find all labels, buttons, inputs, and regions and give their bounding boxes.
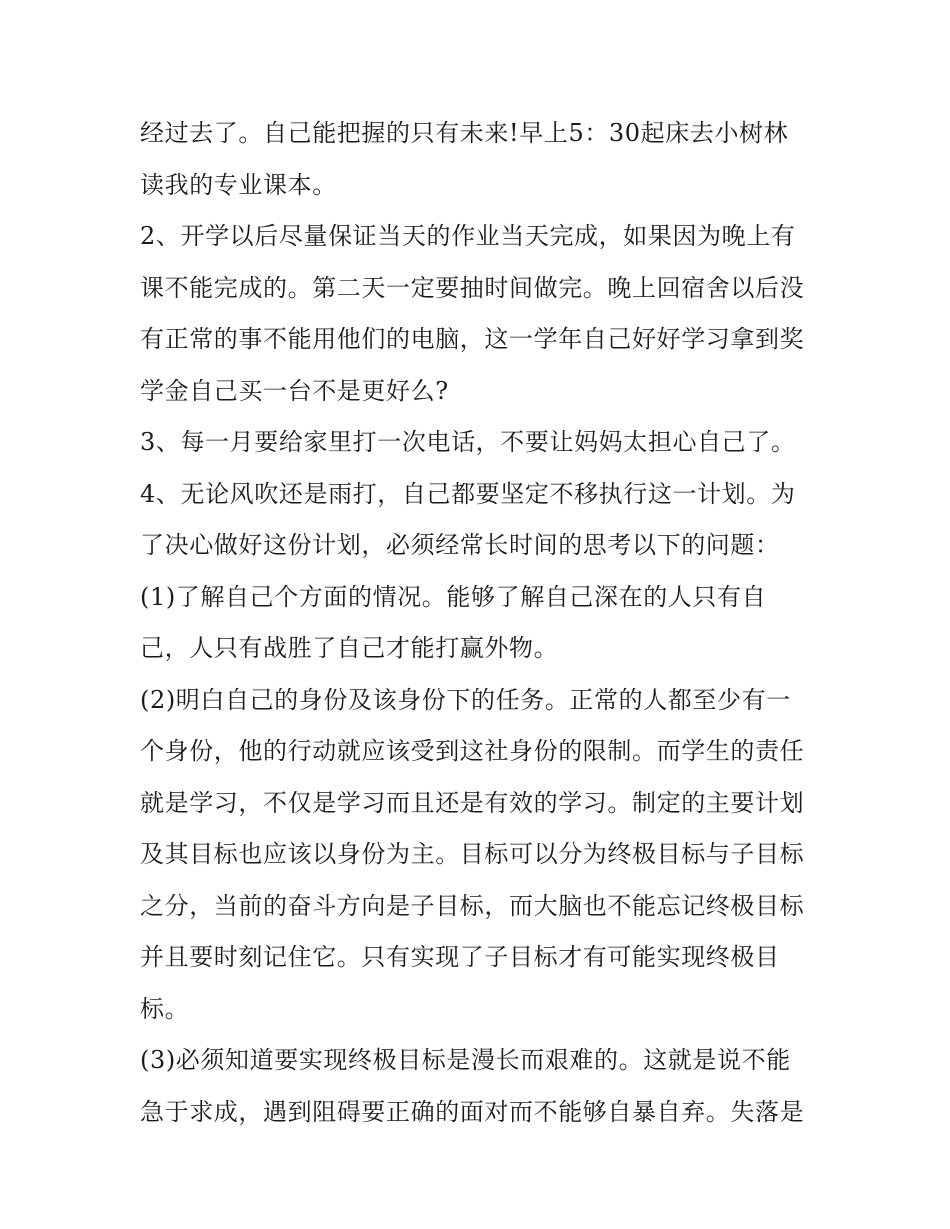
text-line: 急于求成，遇到阻碍要正确的面对而不能够自暴自弃。失落是 [140,1097,805,1126]
text-line: 课不能完成的。第二天一定要抽时间做完。晚上回宿舍以后没 [140,273,805,302]
text-line: 之分，当前的奋斗方向是子目标，而大脑也不能忘记终极目标 [140,891,805,920]
text-line: 学金自己买一台不是更好么? [140,376,449,405]
text-line: 个身份，他的行动就应该受到这社身份的限制。而学生的责任 [140,737,805,765]
text-line: 读我的专业课本。 [140,170,337,199]
text-line: 及其目标也应该以身份为主。目标可以分为终极目标与子目标 [140,840,805,868]
text-line: (2)明白自己的身份及该身份下的任务。正常的人都至少有一 [140,685,791,714]
text-line: 经过去了。自己能把握的只有未来!早上5：30起床去小树林 [140,119,789,147]
text-line: 己，人只有战胜了自己才能打赢外物。 [140,634,559,662]
text-line: 并且要时刻记住它。只有实现了子目标才有可能实现终极目 [140,943,780,971]
text-line: 有正常的事不能用他们的电脑，这一学年自己好好学习拿到奖 [140,325,805,353]
text-line: 4、无论风吹还是雨打，自己都要坚定不移执行这一计划。为 [140,479,796,508]
text-line: (1)了解自己个方面的情况。能够了解自己深在的人只有自 [140,582,767,611]
text-line: 2、开学以后尽量保证当天的作业当天完成，如果因为晚上有 [140,222,796,250]
text-line: 标。 [140,994,190,1023]
body-text [140,108,830,1138]
text-line: 了决心做好这份计划，必须经常长时间的思考以下的问题： [140,531,780,559]
text-line: (3)必须知道要实现终极目标是漫长而艰难的。这就是说不能 [140,1046,791,1074]
text-line: 就是学习，不仅是学习而且还是有效的学习。制定的主要计划 [140,788,805,817]
text-line: 3、每一月要给家里打一次电话，不要让妈妈太担心自己了。 [140,428,796,456]
